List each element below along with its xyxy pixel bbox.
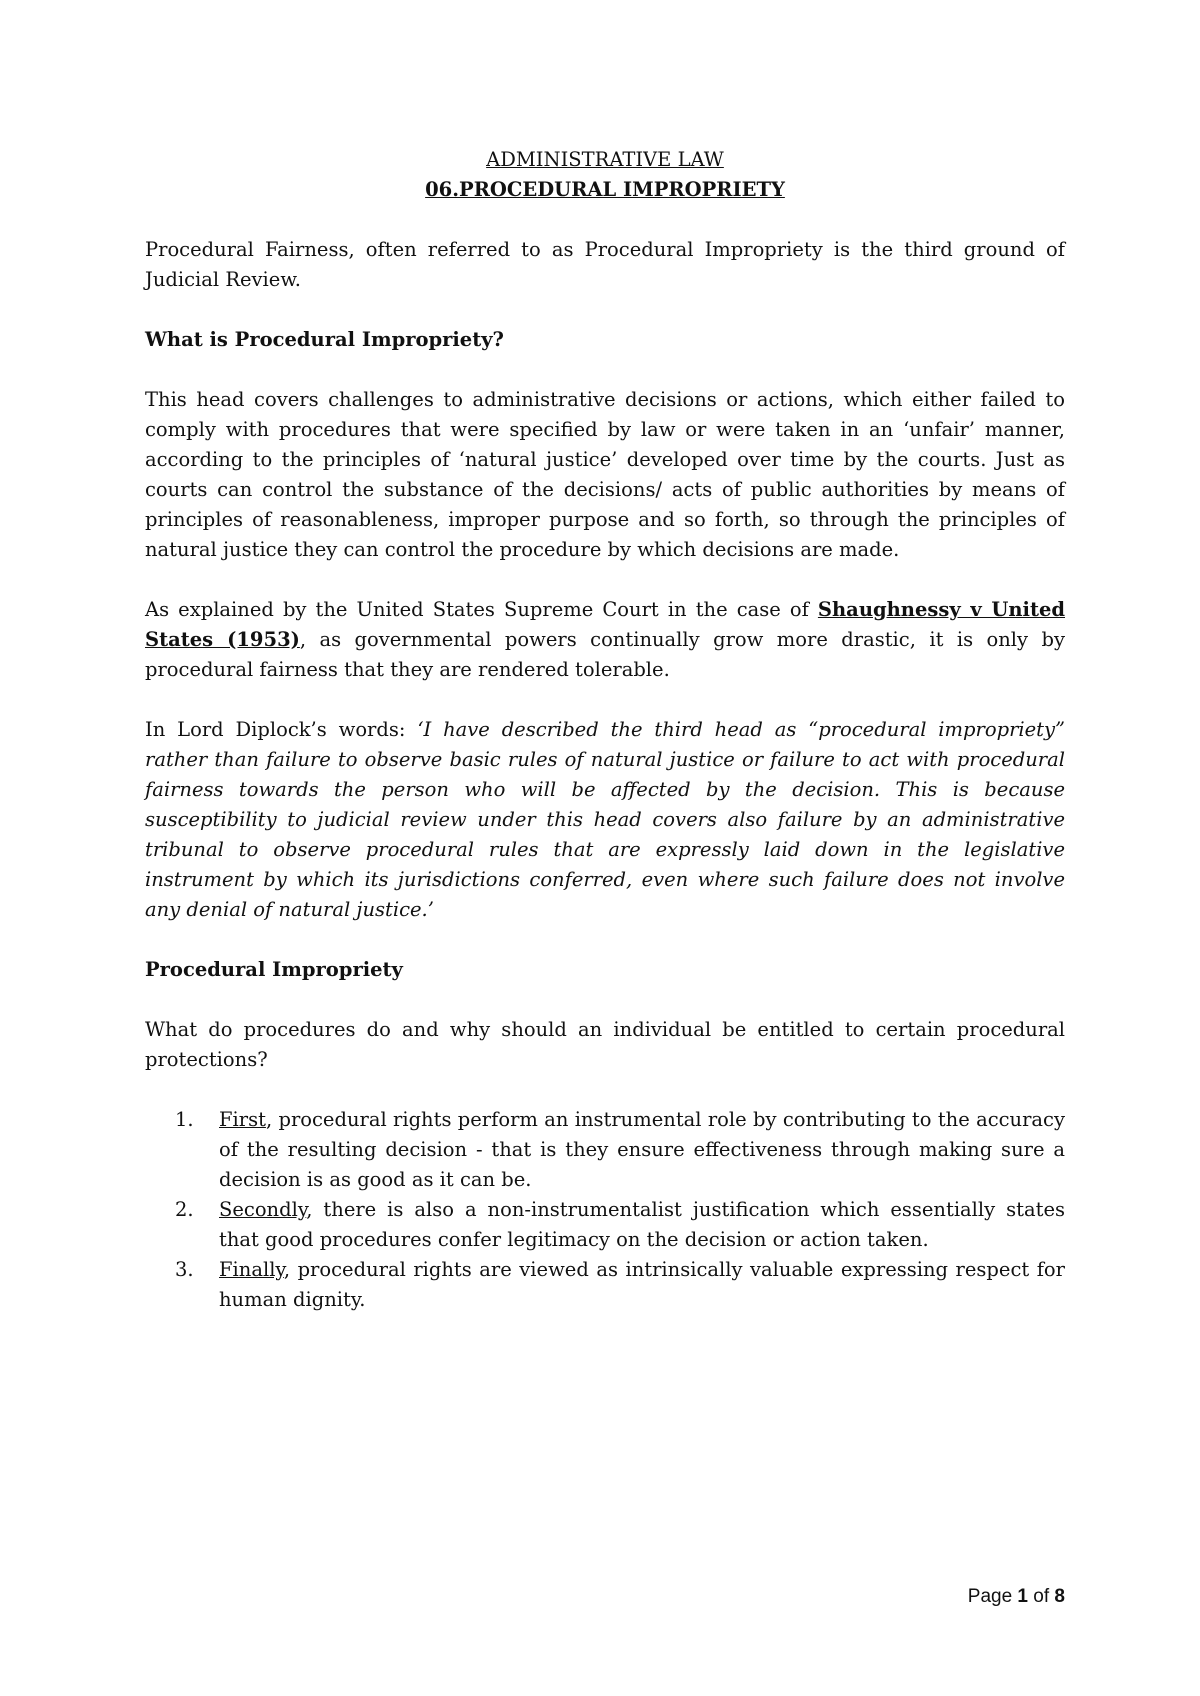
shaughnessy-text-before: As explained by the United States Supreme Court in the case of — [145, 598, 818, 621]
document-title: ADMINISTRATIVE LAW — [486, 148, 724, 171]
justifications-list — [145, 1105, 1065, 1315]
list-number: 2. — [175, 1198, 194, 1221]
shaughnessy-paragraph — [145, 595, 1065, 685]
page-number-footer — [968, 1586, 1065, 1608]
section-question: What do procedures do and why should an individual be entitled to certain procedural protections? — [145, 1018, 1065, 1071]
list-item-text: , procedural rights perform an instrumental role by contributing to the accuracy of the resulting decision - that is they ensure effectiveness through making sure a decision is as good as it can be. — [219, 1108, 1065, 1191]
intro-paragraph: Procedural Fairness, often referred to as Procedural Impropriety is the third ground of Judicial Review. — [145, 238, 1065, 291]
case-citation: Shaughnessy v United States (1953) — [145, 598, 1065, 651]
list-number: 3. — [175, 1258, 194, 1281]
shaughnessy-text-after: , as governmental powers continually grow more drastic, it is only by procedural fairness that they are rendered tolerable. — [145, 628, 1065, 681]
list-item-lead: Finally — [219, 1258, 284, 1281]
section-heading-what-is: What is Procedural Impropriety? — [145, 328, 504, 351]
list-item — [145, 1105, 1065, 1195]
section-body-what-is: This head covers challenges to administrative decisions or actions, which either failed to comply with procedures that were specified by law or were taken in an ‘unfair’ manner, according to the principles of ‘natural justice’ developed over time by the courts. Just as courts can control the substance of the decisions/ acts of public authorities by means of principles of reasonableness, improper purpose and so forth, so through the principles of natural justice they can control the procedure by which decisions are made. — [145, 388, 1065, 561]
page-label: Page — [967, 1586, 1013, 1607]
list-number: 1. — [175, 1108, 194, 1131]
list-item — [145, 1195, 1065, 1255]
page-total: 8 — [1054, 1586, 1065, 1607]
page-content — [145, 145, 1065, 1315]
page-current: 1 — [1017, 1586, 1028, 1607]
list-item-text: , there is also a non-instrumentalist justification which essentially states that good procedures confer legitimacy on the decision or action taken. — [219, 1198, 1065, 1251]
list-item-lead: First — [219, 1108, 266, 1131]
of-label: of — [1033, 1586, 1050, 1607]
list-item-lead: Secondly — [219, 1198, 307, 1221]
diplock-quote: ‘I have described the third head as “procedural impropriety” rather than failure to observe basic rules of natural justice or failure to act with procedural fairness towards the person who will be affected by the decision. This is because susceptibility to judicial review under this head covers also failure by an administrative tribunal to observe procedural rules that are expressly laid down in the legislative instrument by which its jurisdictions conferred, even where such failure does not involve any denial of natural justice.’ — [145, 718, 1065, 921]
section-heading-procedural-impropriety: Procedural Impropriety — [145, 958, 403, 981]
document-subtitle: 06.PROCEDURAL IMPROPRIETY — [425, 178, 785, 201]
list-item — [145, 1255, 1065, 1315]
list-item-text: , procedural rights are viewed as intrinsically valuable expressing respect for human dignity. — [219, 1258, 1065, 1311]
diplock-intro: In Lord Diplock’s words: — [145, 718, 418, 741]
diplock-paragraph — [145, 715, 1065, 925]
